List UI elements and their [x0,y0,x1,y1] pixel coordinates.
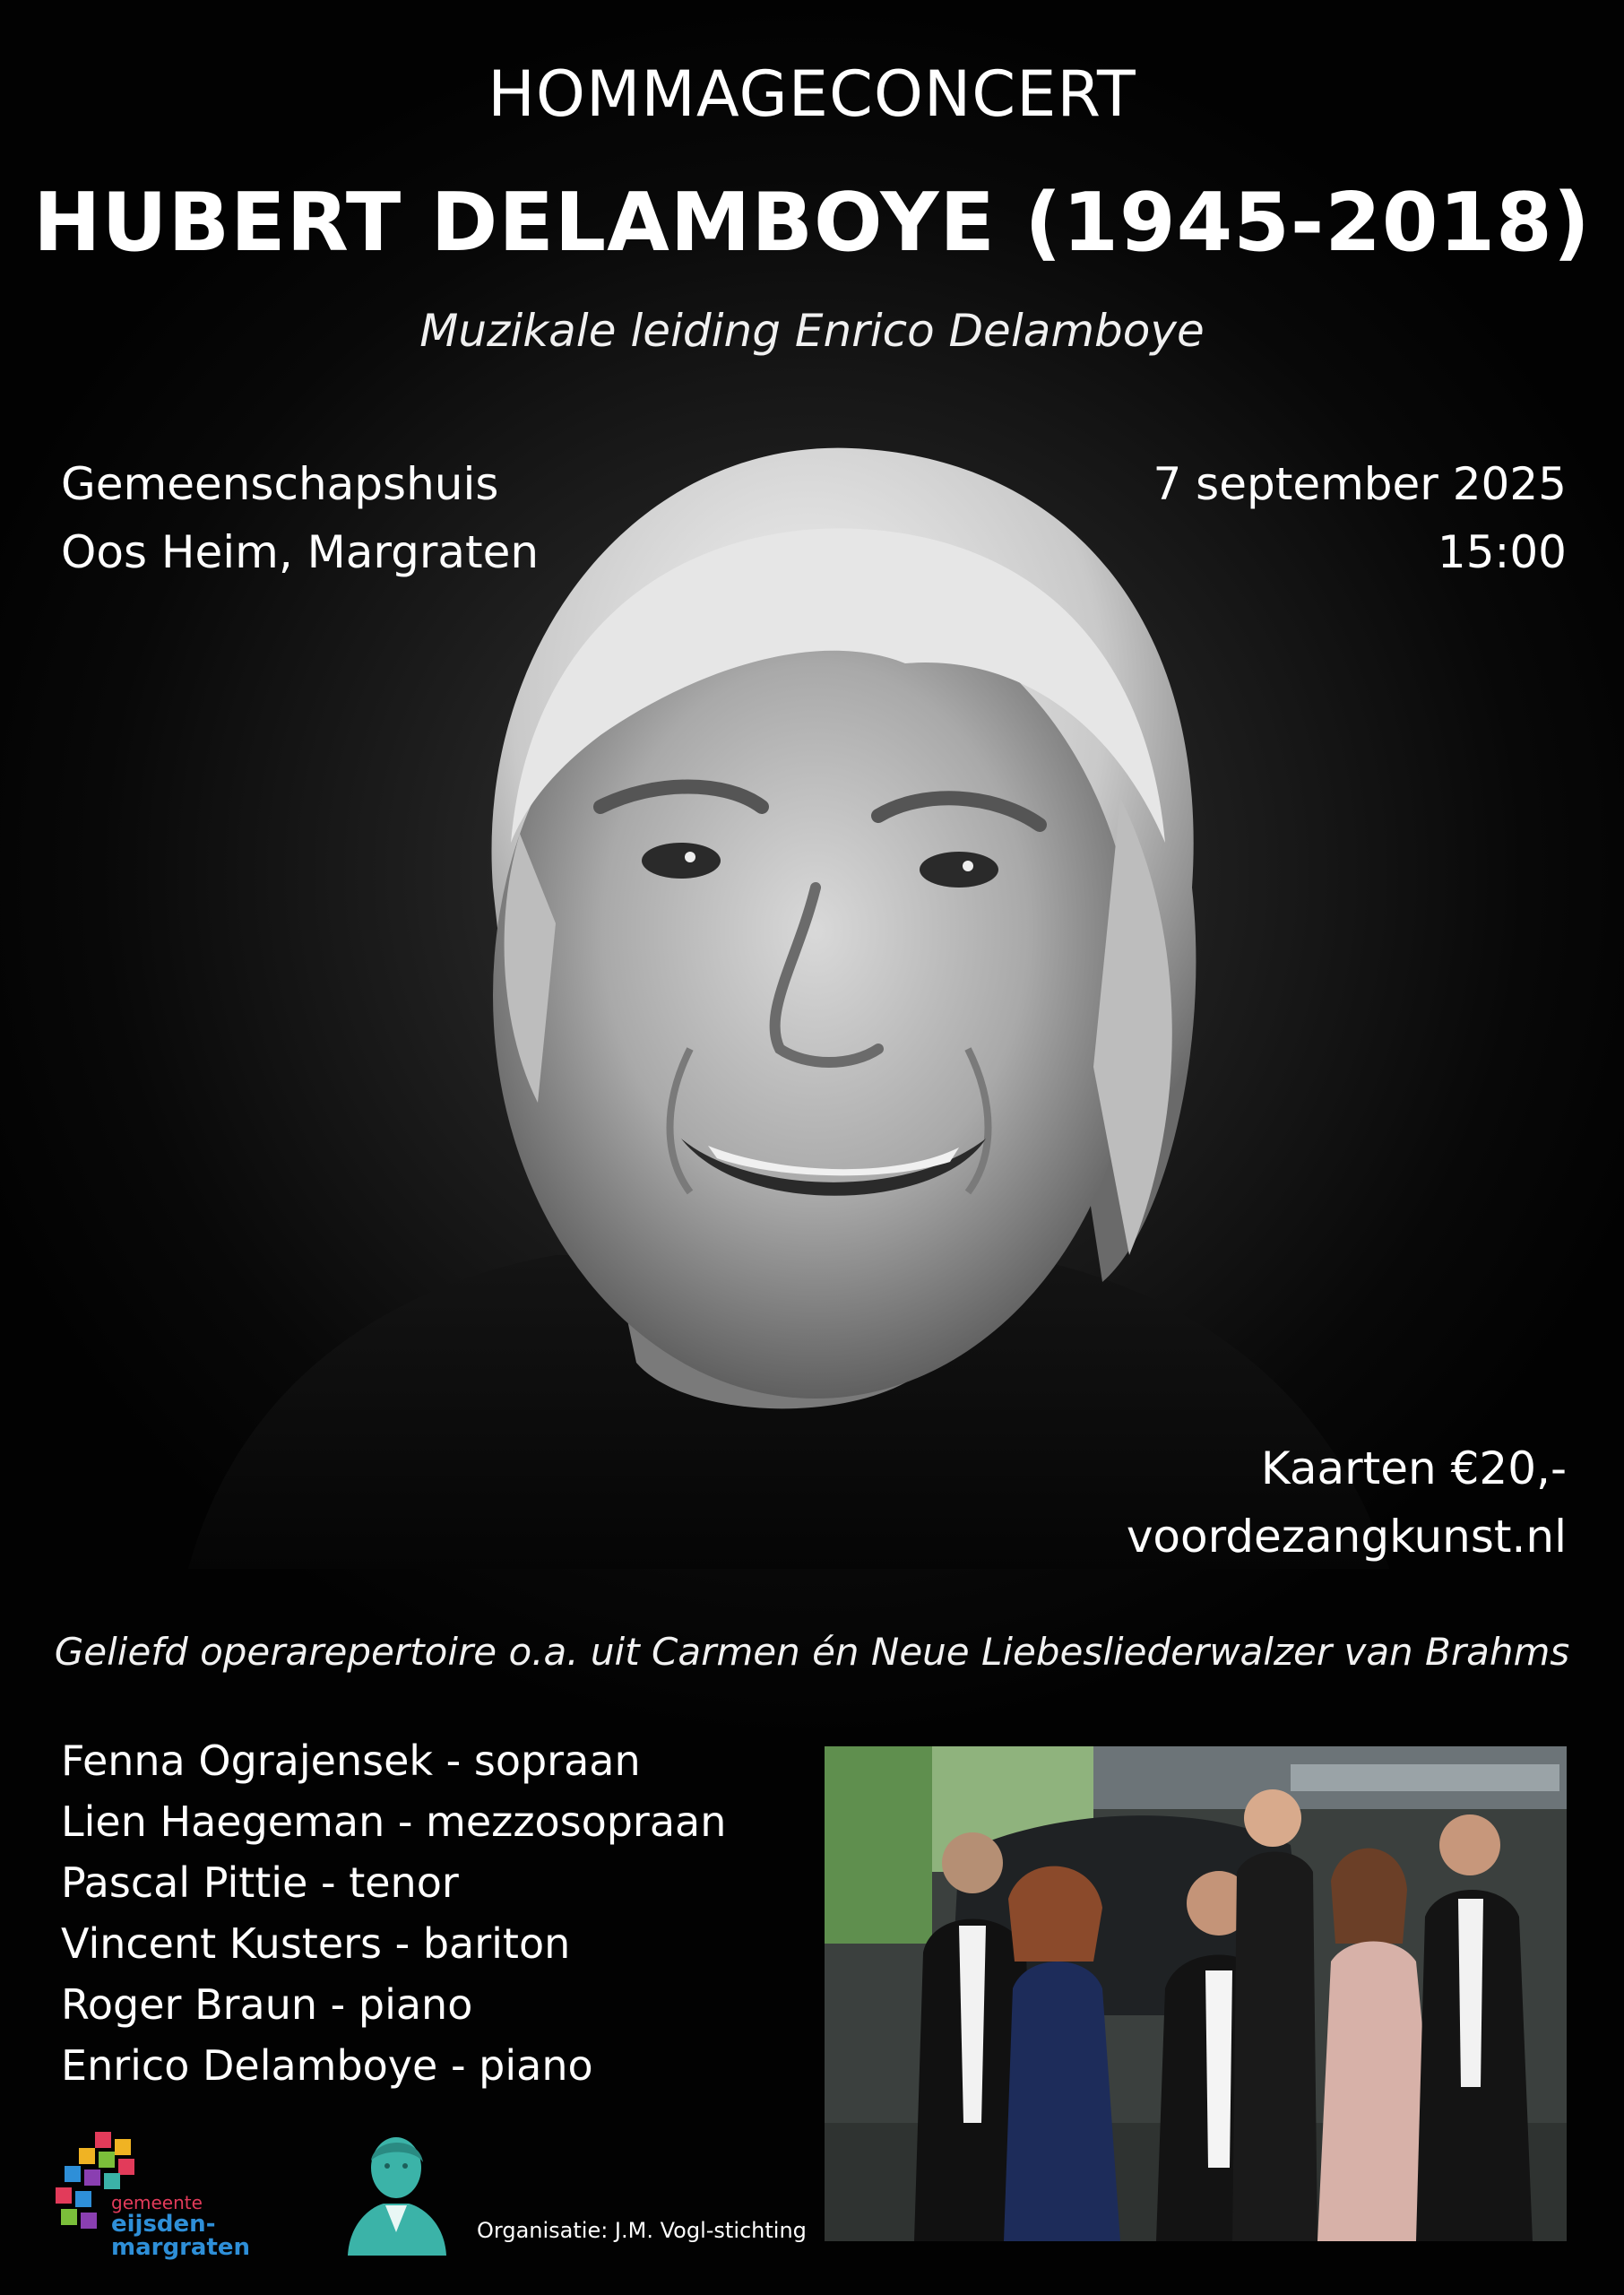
concert-date: 7 september 2025 [1153,458,1567,510]
cast-member: Vincent Kusters - bariton [61,1919,571,1968]
venue-block [61,450,539,586]
municipality-wordmark [111,2193,324,2259]
municipality-name: eijsden-margraten [111,2211,251,2261]
vogl-foundation-logo-icon [330,2125,460,2256]
cast-member: Roger Braun - piano [61,1980,473,2029]
ticket-price: Kaarten €20,- [1260,1442,1567,1494]
municipality-label: gemeente [111,2192,203,2213]
cast-member: Lien Haegeman - mezzosopraan [61,1797,727,1846]
concert-kicker: HOMMAGECONCERT [488,57,1136,131]
organisation-credit: Organisatie: J.M. Vogl-stichting [477,2218,807,2243]
cast-list [61,1730,726,2096]
ticket-block [1127,1434,1567,1571]
cast-member: Enrico Delamboye - piano [61,2041,593,2090]
venue-location: Oos Heim, Margraten [61,526,540,578]
cast-member: Pascal Pittie - tenor [61,1858,459,1907]
ensemble-photo [825,1746,1567,2241]
page-title: HUBERT DELAMBOYE (1945-2018) [33,176,1591,270]
musical-direction: Muzikale leiding Enrico Delamboye [419,305,1205,357]
cast-member: Fenna Ograjensek - sopraan [61,1736,641,1785]
date-time-block [1153,450,1567,586]
ticket-website[interactable]: voordezangkunst.nl [1126,1511,1567,1563]
portrait-photo [134,421,1434,1569]
venue-name: Gemeenschapshuis [61,458,499,510]
concert-time: 15:00 [1437,526,1567,578]
repertoire-note: Geliefd operarepertoire o.a. uit Carmen én Neue Liebesliederwalzer van Brahms [54,1630,1570,1674]
municipality-logo [56,2126,324,2261]
